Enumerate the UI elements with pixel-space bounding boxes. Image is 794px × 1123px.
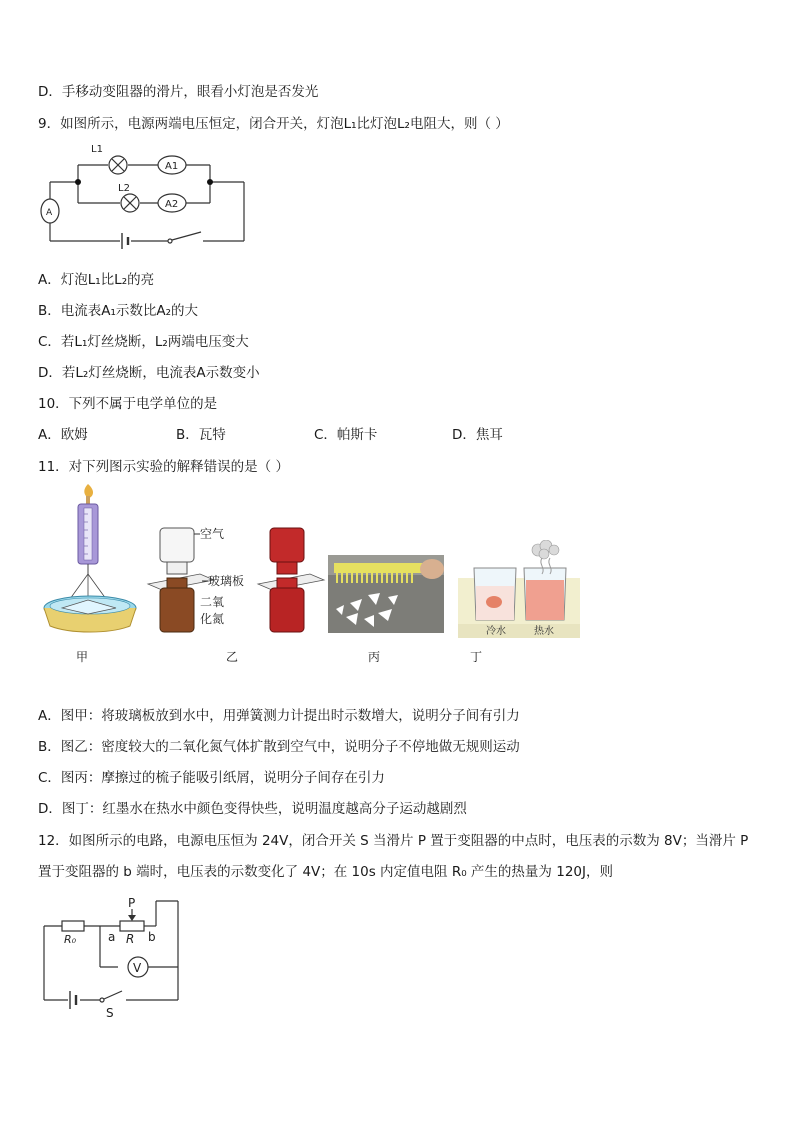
- q9-label-l1: L1: [91, 144, 103, 155]
- q12-label-v: V: [133, 961, 142, 975]
- q9-circuit-diagram: [38, 140, 253, 252]
- q12-label-p: P: [128, 896, 136, 910]
- q9-option-d: D．若L₂灯丝烧断，电流表A示数变小: [38, 365, 260, 381]
- q11-caption-yi: 乙: [226, 650, 239, 664]
- q10-option-d: D．焦耳: [452, 427, 503, 443]
- q9-label-a: A: [46, 208, 53, 218]
- q10-option-c: C．帕斯卡: [314, 427, 378, 443]
- q11-option-d: D．图丁：红墨水在热水中颜色变得快些，说明温度越高分子运动越剧烈: [38, 801, 467, 817]
- q9-option-c: C．若L₁灯丝烧断，L₂两端电压变大: [38, 334, 249, 350]
- q11-caption-bing: 丙: [368, 650, 381, 664]
- q9-option-b: B．电流表A₁示数比A₂的大: [38, 303, 199, 319]
- q11-figure-jia: [40, 482, 140, 640]
- q10-stem: 10．下列不属于电学单位的是: [38, 396, 218, 412]
- q11-option-b: B．图乙：密度较大的二氧化氮气体扩散到空气中，说明分子不停地做无规则运动: [38, 739, 520, 755]
- q11-caption-jia: 甲: [76, 650, 89, 664]
- q12-label-r: R: [126, 932, 135, 946]
- q12-circuit-diagram: [38, 895, 186, 1020]
- q11-option-c: C．图丙：摩擦过的梳子能吸引纸屑，说明分子间存在引力: [38, 770, 385, 786]
- q11-option-a: A．图甲：将玻璃板放到水中，用弹簧测力计提出时示数增大，说明分子间有引力: [38, 708, 520, 724]
- q11-stem: 11．对下列图示实验的解释错误的是（ ）: [38, 459, 289, 475]
- q11-label-cold: 冷水: [486, 626, 506, 637]
- q9-option-a: A．灯泡L₁比L₂的亮: [38, 272, 155, 288]
- q12-stem-line1: 12．如图所示的电路，电源电压恒为 24V，闭合开关 S 当滑片 P 置于变阻器的中点时，电压表的示数为 8V；当滑片 P: [38, 833, 749, 849]
- q10-option-b: B．瓦特: [176, 427, 226, 443]
- q9-label-a1: A1: [165, 161, 179, 172]
- q11-label-no2-2: 化氮: [200, 612, 225, 626]
- q11-label-no2-1: 二氧: [200, 595, 225, 609]
- q11-label-glass: 玻璃板: [208, 574, 245, 588]
- q8-option-d: D．手移动变阻器的滑片，眼看小灯泡是否发光: [38, 84, 319, 100]
- q11-caption-ding: 丁: [470, 650, 483, 664]
- q11-figure-bing: [328, 555, 444, 633]
- q9-label-l2: L2: [118, 183, 130, 194]
- q9-label-a2: A2: [165, 199, 179, 210]
- q12-stem-line2: 置于变阻器的 b 端时，电压表的示数变化了 4V；在 10s 内定值电阻 R₀ 产生的热量为 120J，则: [38, 864, 613, 880]
- q11-figure-ding: [458, 540, 580, 638]
- q12-label-b: b: [148, 930, 156, 944]
- q9-stem: 9．如图所示，电源两端电压恒定，闭合开关，灯泡L₁比灯泡L₂电阻大，则（ ）: [38, 116, 509, 132]
- q11-label-air: 空气: [200, 527, 225, 541]
- q12-label-a: a: [108, 930, 116, 944]
- q12-label-r0: R₀: [64, 933, 77, 946]
- q12-label-s: S: [106, 1006, 114, 1020]
- q11-figure-yi: [142, 526, 327, 636]
- q11-label-hot: 热水: [534, 626, 554, 637]
- q10-option-a: A．欧姆: [38, 427, 88, 443]
